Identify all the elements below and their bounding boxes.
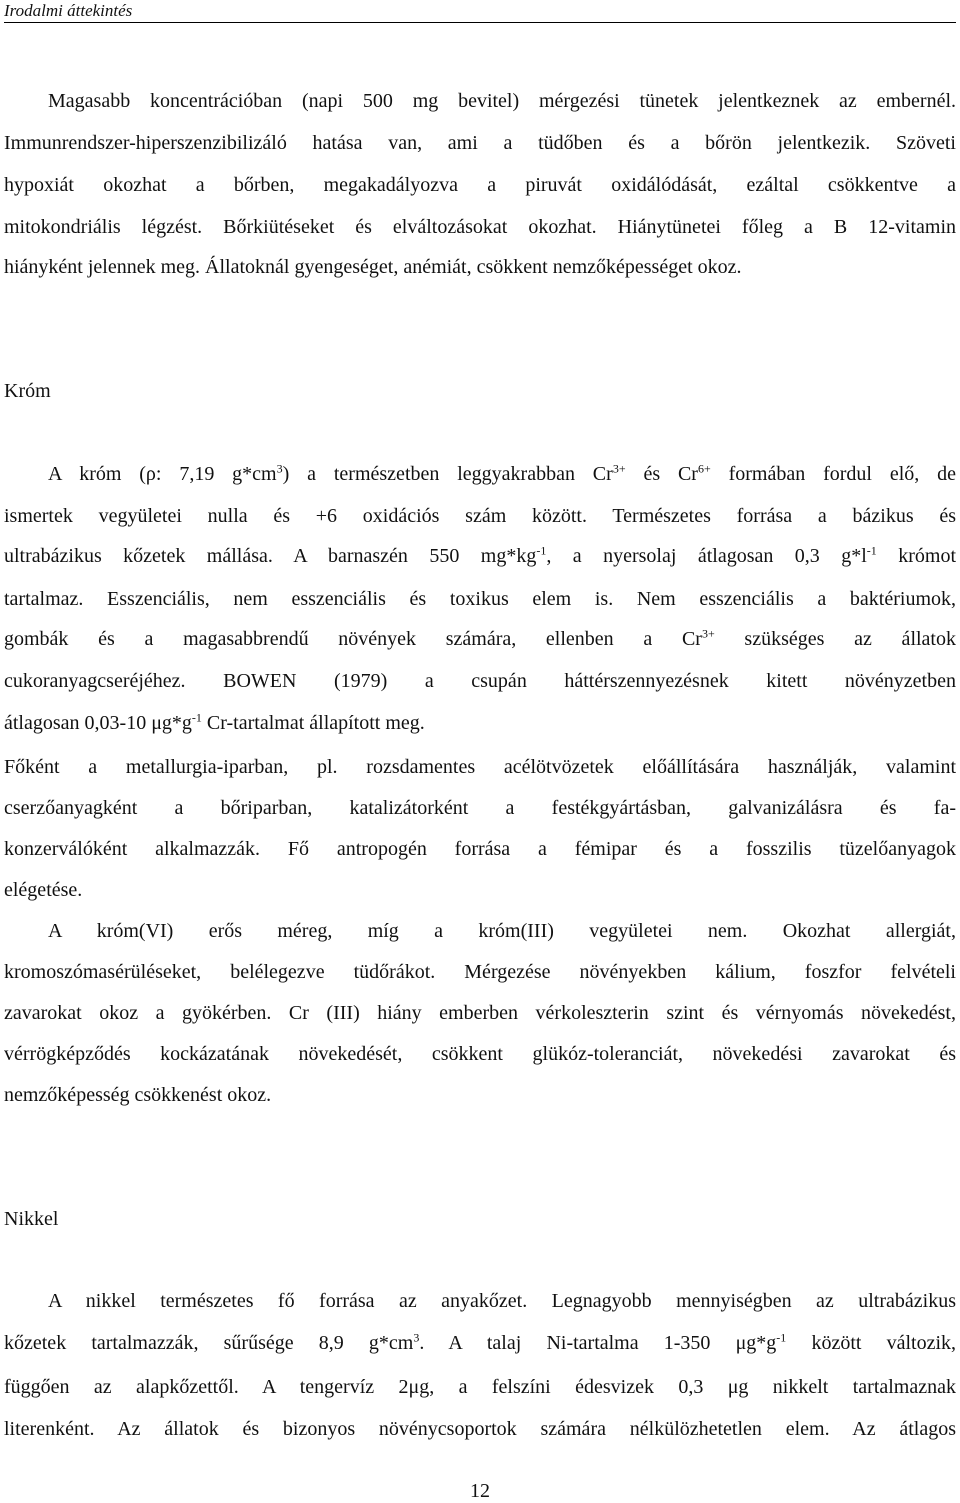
header-title: Irodalmi áttekintés	[4, 1, 133, 20]
text-line: kromoszómasérüléseket, belélegezve tüdőrákot. Mérgezése növényekben kálium, foszfor felvételi	[4, 961, 956, 983]
text-line: hypoxiát okozhat a bőrben, megakadályozva a piruvát oxidálódását, ezáltal csökkentve a	[4, 174, 956, 196]
running-header	[4, 0, 956, 23]
text-line: literenként. Az állatok és bizonyos növénycsoportok számára nélkülözhetetlen elem. Az átlagos	[4, 1418, 956, 1440]
text-line: gombák és a magasabbrendű növények számára, ellenben a $Cr^{3+}$ szükséges az állatok	[4, 626, 956, 650]
text-line: nemzőképesség csökkenést okoz.	[4, 1084, 272, 1106]
text-line: A króm(VI) erős méreg, míg a króm(III) vegyületei nem. Okozhat allergiát,	[48, 920, 956, 942]
text-line: ultrabázikus kőzetek mállása. A barnaszén 550 $mg*kg^{-1}$, a nyersolaj átlagosan 0,3 $g*l^{-1}$ krómot	[4, 543, 957, 567]
text-line: ismertek vegyületei nulla és +6 oxidációs szám között. Természetes forrása a bázikus és	[4, 505, 956, 527]
text-line: zavarokat okoz a gyökérben. Cr (III) hiány emberben vérkoleszterin szint és vérnyomás növekedést,	[4, 1002, 956, 1024]
text-line: átlagosan 0,03-10 $\mu g*g^{-1}$ Cr-tartalmat állapított meg.	[4, 710, 425, 734]
page-number: 12	[470, 1480, 490, 1502]
text-line: Immunrendszer-hiperszenzibilizáló hatása van, ami a tüdőben és a bőrön jelentkezik. Szöveti	[4, 132, 956, 154]
text-line: Főként a metallurgia-iparban, pl. rozsdamentes acélötvözetek előállítására használják, valamint	[4, 756, 956, 778]
text-line: Magasabb koncentrációban (napi 500 mg bevitel) mérgezési tünetek jelentkeznek az embernél.	[48, 90, 956, 112]
section-heading-krom: Króm	[4, 380, 51, 402]
text-line: A króm (ρ: 7,19 $g*cm^3$) a természetben leggyakrabban $Cr^{3+}$ és $Cr^{6+}$ formában fordul elő, de	[48, 461, 956, 485]
text-line: kőzetek tartalmazzák, sűrűsége 8,9 $g*cm^3$. A talaj Ni-tartalma 1-350 $\mu g*g^{-1}$ között változik,	[4, 1330, 957, 1354]
text-line: függően az alapkőzettől. A tengervíz 2μg, a felszíni édesvizek 0,3 μg nikkelt tartalmaznak	[4, 1376, 956, 1398]
text-line: konzerválóként alkalmazzák. Fő antropogén forrása a fémipar és a fosszilis tüzelőanyagok	[4, 838, 956, 860]
text-line: tartalmaz. Esszenciális, nem esszenciális és toxikus elem is. Nem esszenciális a baktériumok,	[4, 588, 956, 610]
text-line: cserzőanyagként a bőriparban, katalizátorként a festékgyártásban, galvanizálásra és fa-	[4, 797, 956, 819]
text-line: elégetése.	[4, 879, 83, 901]
section-heading-nikkel: Nikkel	[4, 1208, 59, 1230]
text-line: cukoranyagcseréjéhez. BOWEN (1979) a csupán háttérszennyezésnek kitett növényzetben	[4, 670, 956, 692]
text-line: hiányként jelennek meg. Állatoknál gyengeséget, anémiát, csökkent nemzőképességet okoz.	[4, 256, 742, 278]
text-line: mitokondriális légzést. Bőrkiütéseket és elváltozásokat okozhat. Hiánytünetei főleg a B 12-vitamin	[4, 216, 956, 238]
text-line: A nikkel természetes fő forrása az anyakőzet. Legnagyobb mennyiségben az ultrabázikus	[48, 1290, 956, 1312]
text-line: vérrögképződés kockázatának növekedését, csökkent glükóz-toleranciát, növekedési zavarokat és	[4, 1043, 956, 1065]
